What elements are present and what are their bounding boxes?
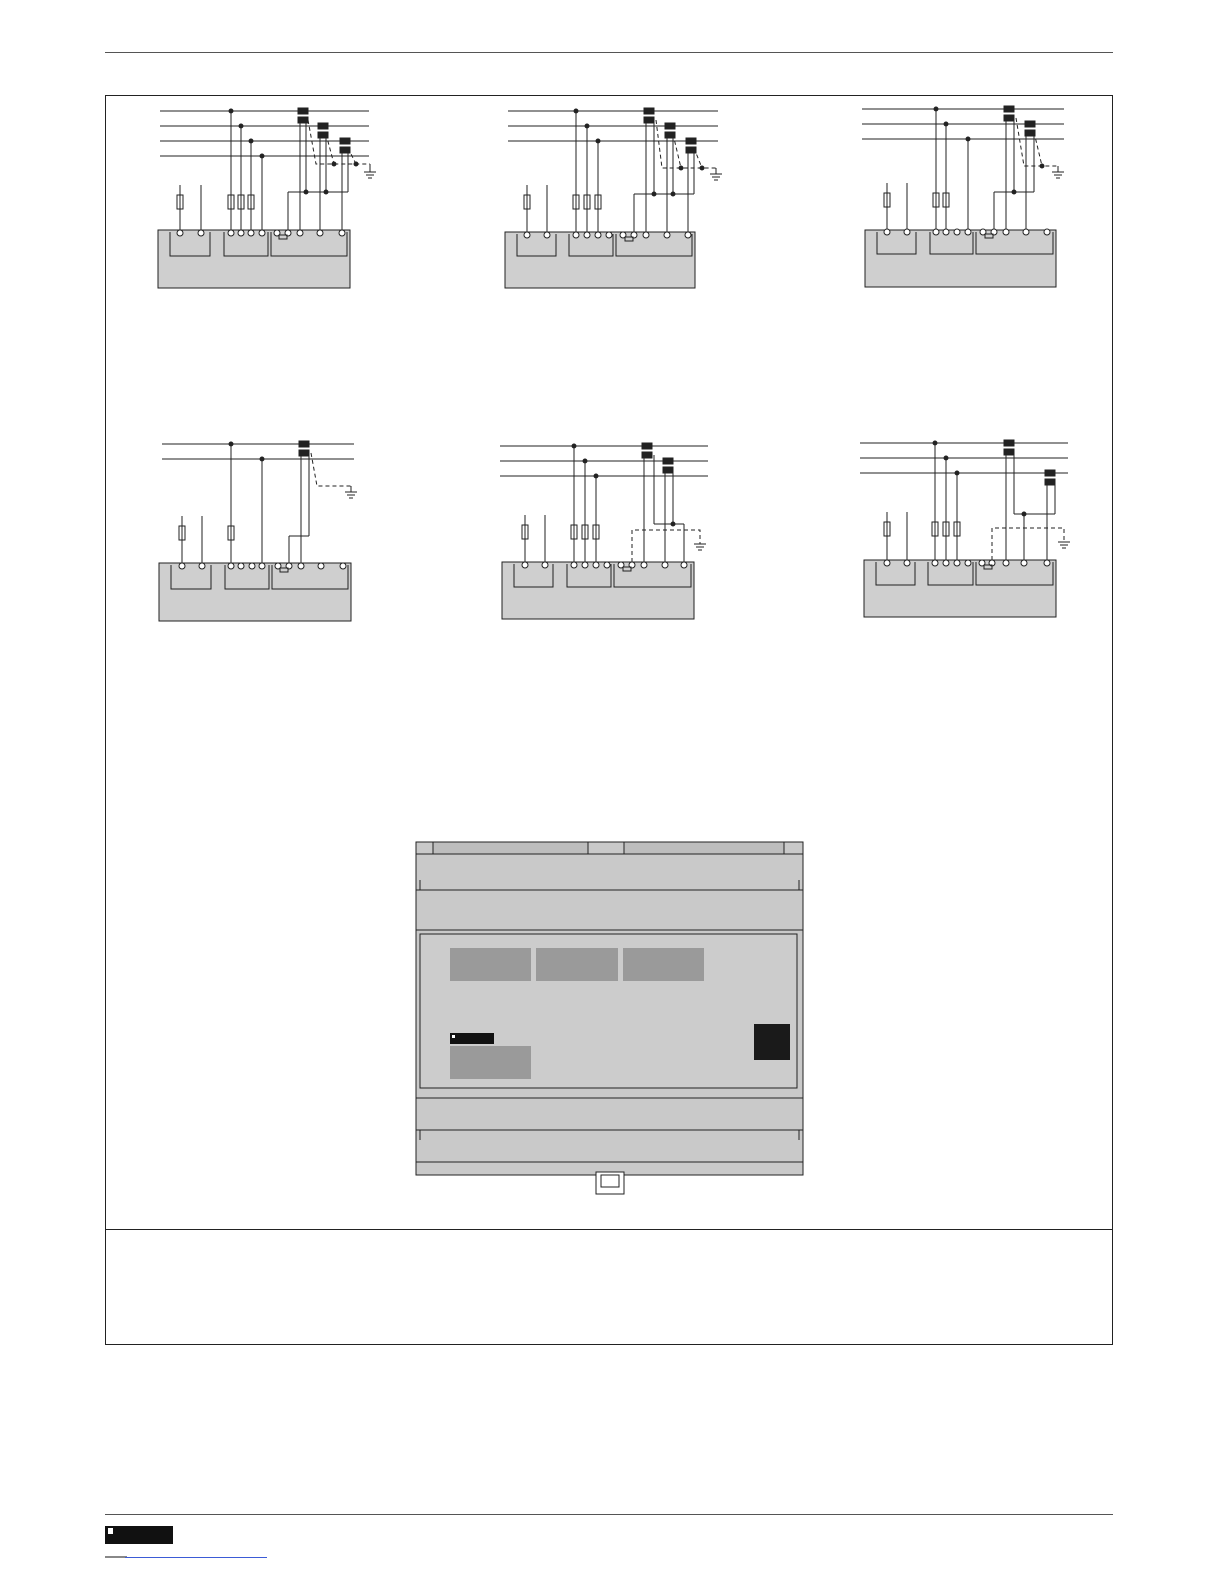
footer-rule [105,1514,1113,1515]
display-1 [450,948,531,981]
display-3 [623,948,704,981]
lovato-logo [105,1524,175,1560]
wiring-diagram-2 [505,108,722,288]
device-front-view [416,842,803,1194]
wiring-diagram-4 [159,441,357,621]
device-port [754,1024,790,1060]
wiring-diagram-1 [158,108,376,288]
wiring-diagram-5 [500,443,708,619]
display-4 [450,1046,531,1079]
footer-link-underline[interactable] [125,1557,267,1558]
wiring-diagram-3 [862,106,1064,287]
display-2 [536,948,618,981]
device-logo [450,1033,494,1044]
wiring-diagram-6 [860,440,1070,617]
